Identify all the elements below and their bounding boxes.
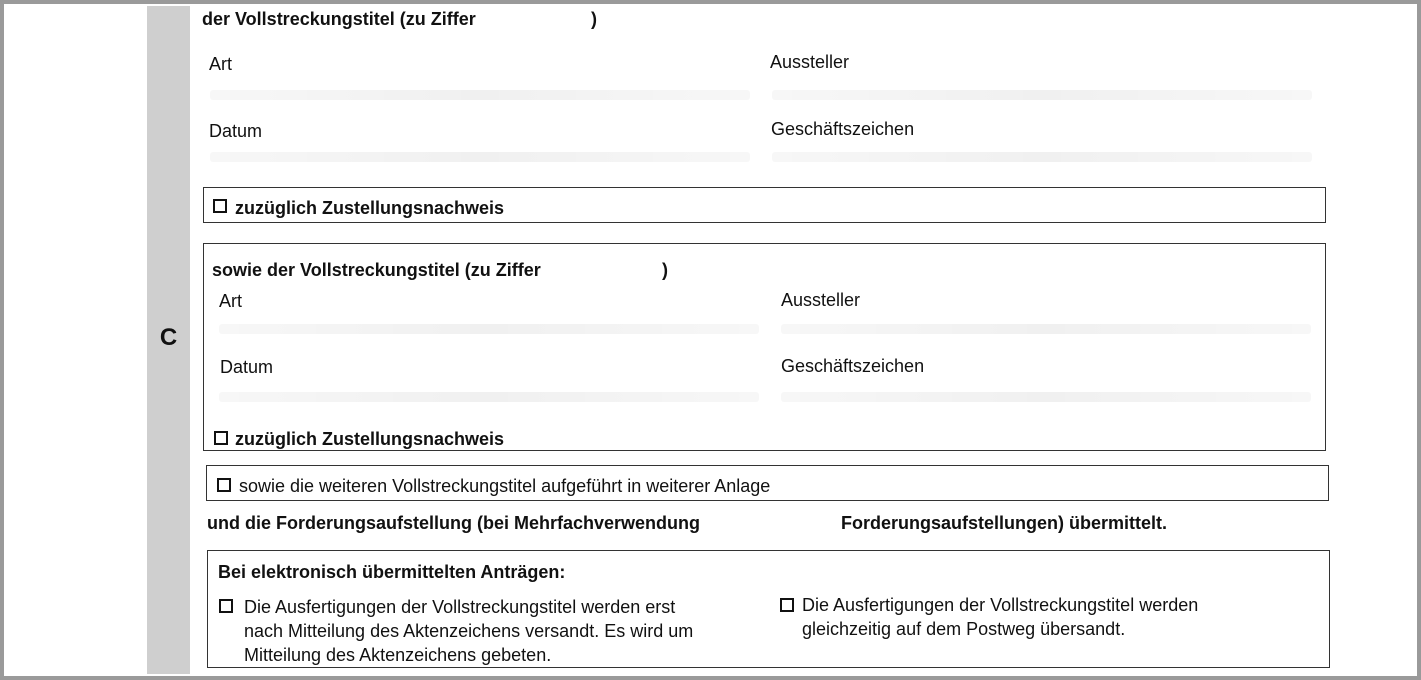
block2-art-label: Art <box>219 291 243 311</box>
elektronisch-heading: Bei elektronisch übermittelten Anträgen: <box>218 562 566 582</box>
block1-art-label: Art <box>209 54 233 74</box>
forderung-text-part1: und die Forderungsaufstellung (bei Mehrfachverwendung <box>207 513 701 533</box>
block1-geschaeftszeichen-label: Geschäftszeichen <box>771 119 915 139</box>
block2-heading-prefix: sowie der Vollstreckungstitel (zu Ziffer <box>212 260 541 280</box>
block1-zustellung-checkbox[interactable] <box>213 199 227 213</box>
block1-art-field[interactable] <box>210 90 750 100</box>
elektronisch-option1-line: Mitteilung des Aktenzeichens gebeten. <box>244 645 552 665</box>
elektronisch-option1-line: nach Mitteilung des Aktenzeichens versandt. Es wird um <box>244 621 694 641</box>
block1-zustellung-label: zuzüglich Zustellungsnachweis <box>235 198 505 218</box>
block2-geschaeftszeichen-field[interactable] <box>781 392 1311 402</box>
block1-zustellung-box <box>203 187 1326 223</box>
section-sidebar <box>147 6 190 674</box>
weitere-checkbox[interactable] <box>217 478 231 492</box>
elektronisch-option2-checkbox[interactable] <box>780 598 794 612</box>
block1-geschaeftszeichen-field[interactable] <box>772 152 1312 162</box>
block2-geschaeftszeichen-label: Geschäftszeichen <box>781 356 925 376</box>
elektronisch-box <box>207 550 1330 668</box>
block1-aussteller-field[interactable] <box>772 90 1312 100</box>
elektronisch-option2-line: Die Ausfertigungen der Vollstreckungstitel werden <box>802 595 1199 615</box>
block2-art-field[interactable] <box>219 324 759 334</box>
block1-aussteller-label: Aussteller <box>770 52 850 72</box>
section-letter: C <box>159 324 178 351</box>
block1-heading-suffix: ) <box>591 9 597 29</box>
block1-heading-prefix: der Vollstreckungstitel (zu Ziffer <box>202 9 476 29</box>
elektronisch-option2-line: gleichzeitig auf dem Postweg übersandt. <box>802 619 1126 639</box>
block1-datum-label: Datum <box>209 121 263 141</box>
block1-datum-field[interactable] <box>210 152 750 162</box>
block2-zustellung-label: zuzüglich Zustellungsnachweis <box>235 429 505 449</box>
elektronisch-option1-line: Die Ausfertigungen der Vollstreckungstitel werden erst <box>244 597 676 617</box>
block2-heading-suffix: ) <box>662 260 668 280</box>
block2-datum-label: Datum <box>220 357 274 377</box>
elektronisch-option1-checkbox[interactable] <box>219 599 233 613</box>
block2-zustellung-checkbox[interactable] <box>214 431 228 445</box>
elektronisch-option1-text <box>244 595 764 667</box>
block2-datum-field[interactable] <box>219 392 759 402</box>
elektronisch-option2-text <box>802 593 1302 641</box>
block2-aussteller-label: Aussteller <box>781 290 861 310</box>
weitere-label: sowie die weiteren Vollstreckungstitel aufgeführt in weiterer Anlage <box>239 476 771 496</box>
forderung-text-part2: Forderungsaufstellungen) übermittelt. <box>841 513 1168 533</box>
weitere-box <box>206 465 1329 501</box>
block2-box <box>203 243 1326 451</box>
block2-aussteller-field[interactable] <box>781 324 1311 334</box>
